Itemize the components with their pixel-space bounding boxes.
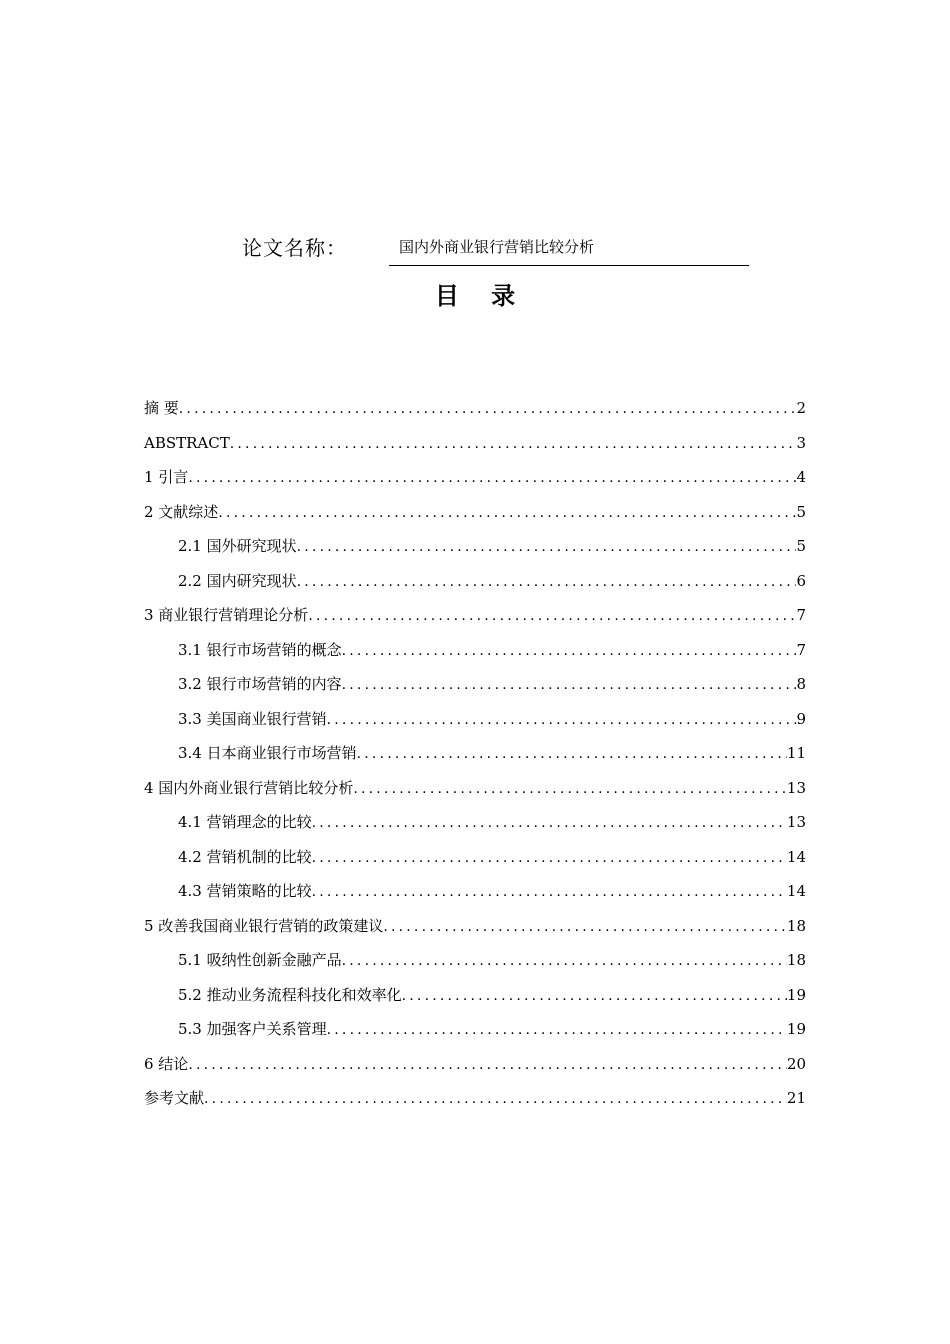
- toc-entry[interactable]: [144, 943, 806, 978]
- table-of-contents: [144, 391, 806, 1116]
- toc-dot-leader: [179, 392, 797, 427]
- toc-entry[interactable]: [144, 805, 806, 840]
- toc-entry[interactable]: [144, 771, 806, 806]
- toc-dot-leader: [312, 841, 787, 876]
- toc-entry-page-number: 19: [786, 1020, 806, 1038]
- toc-entry-title: 5.2 推动业务流程科技化和效率化: [178, 985, 402, 1004]
- toc-dot-leader: [383, 910, 787, 945]
- toc-entry-title: 2.2 国内研究现状: [178, 571, 297, 590]
- toc-entry-title: 5 改善我国商业银行营销的政策建议: [144, 916, 384, 935]
- toc-dot-leader: [342, 634, 797, 669]
- toc-entry[interactable]: [144, 391, 806, 426]
- toc-entry-page-number: 14: [786, 882, 806, 900]
- toc-entry-page-number: 20: [786, 1054, 806, 1073]
- toc-entry-title: 摘 要: [144, 399, 179, 417]
- toc-entry-title: 6 结论: [144, 1054, 189, 1073]
- toc-entry[interactable]: [144, 460, 806, 495]
- toc-dot-leader: [327, 703, 797, 738]
- toc-entry-page-number: 13: [786, 778, 806, 797]
- toc-entry-title: 参考文献: [144, 1089, 205, 1107]
- toc-dot-leader: [230, 427, 797, 462]
- toc-entry-title: 2.1 国外研究现状: [178, 537, 297, 555]
- toc-entry-page-number: 18: [786, 951, 806, 969]
- toc-entry-title: 4 国内外商业银行营销比较分析: [144, 778, 354, 797]
- toc-dot-leader: [342, 668, 797, 703]
- toc-entry-title: ABSTRACT: [144, 433, 230, 452]
- toc-dot-leader: [297, 565, 797, 600]
- toc-entry-page-number: 2: [796, 399, 806, 417]
- toc-entry-page-number: 19: [786, 985, 806, 1004]
- toc-entry-title: 2 文献综述: [144, 502, 219, 521]
- toc-entry[interactable]: [144, 909, 806, 944]
- thesis-title-row: [0, 230, 950, 266]
- toc-dot-leader: [402, 979, 787, 1014]
- toc-dot-leader: [327, 1013, 787, 1048]
- toc-entry[interactable]: [144, 564, 806, 599]
- toc-dot-leader: [357, 737, 787, 772]
- toc-entry-page-number: 8: [796, 675, 806, 693]
- toc-entry-title: 3.4 日本商业银行市场营销: [178, 744, 357, 762]
- toc-entry[interactable]: [144, 736, 806, 771]
- toc-entry-title: 1 引言: [144, 468, 189, 486]
- toc-entry[interactable]: [144, 1012, 806, 1047]
- toc-entry[interactable]: [144, 978, 806, 1013]
- toc-entry-title: 3.1 银行市场营销的概念: [178, 640, 342, 659]
- toc-dot-leader: [297, 530, 797, 565]
- toc-entry[interactable]: [144, 598, 806, 633]
- toc-entry[interactable]: [144, 1047, 806, 1082]
- toc-entry[interactable]: [144, 667, 806, 702]
- toc-dot-leader: [308, 599, 796, 634]
- toc-dot-leader: [218, 496, 796, 531]
- toc-entry[interactable]: [144, 633, 806, 668]
- thesis-title-value: 国内外商业银行营销比较分析: [399, 238, 595, 256]
- toc-entry-page-number: 7: [796, 606, 806, 624]
- toc-entry-title: 5.3 加强客户关系管理: [178, 1020, 327, 1038]
- toc-heading: 目 录: [434, 281, 528, 310]
- toc-entry-page-number: 18: [786, 916, 806, 935]
- toc-entry-title: 4.3 营销策略的比较: [178, 882, 312, 900]
- toc-entry[interactable]: [144, 874, 806, 909]
- toc-entry-page-number: 14: [786, 847, 806, 866]
- toc-dot-leader: [312, 806, 787, 841]
- toc-entry-page-number: 21: [786, 1089, 806, 1107]
- toc-entry-page-number: 11: [786, 744, 806, 762]
- toc-entry-title: 4.2 营销机制的比较: [178, 847, 312, 866]
- toc-dot-leader: [353, 772, 787, 807]
- toc-entry-page-number: 4: [796, 468, 806, 486]
- toc-entry-page-number: 3: [796, 433, 806, 452]
- toc-entry[interactable]: [144, 426, 806, 461]
- toc-dot-leader: [188, 1048, 787, 1083]
- toc-entry[interactable]: [144, 840, 806, 875]
- toc-entry-page-number: 5: [796, 502, 806, 521]
- toc-dot-leader: [188, 461, 796, 496]
- toc-entry-title: 4.1 营销理念的比较: [178, 813, 312, 831]
- toc-entry-title: 5.1 吸纳性创新金融产品: [178, 951, 342, 969]
- toc-entry-page-number: 13: [786, 813, 806, 831]
- toc-entry[interactable]: [144, 1081, 806, 1116]
- toc-entry[interactable]: [144, 529, 806, 564]
- toc-entry-title: 3 商业银行营销理论分析: [144, 606, 309, 624]
- toc-entry-page-number: 7: [796, 640, 806, 659]
- toc-entry-page-number: 6: [796, 571, 806, 590]
- thesis-title-label: 论文名称：: [242, 236, 347, 260]
- thesis-title-field: [389, 230, 749, 266]
- toc-dot-leader: [342, 944, 787, 979]
- toc-dot-leader: [204, 1082, 787, 1117]
- toc-dot-leader: [312, 875, 787, 910]
- toc-entry-title: 3.3 美国商业银行营销: [178, 709, 327, 728]
- toc-entry-title: 3.2 银行市场营销的内容: [178, 675, 342, 693]
- toc-entry-page-number: 5: [796, 537, 806, 555]
- toc-entry-page-number: 9: [796, 709, 806, 728]
- toc-entry[interactable]: [144, 702, 806, 737]
- toc-entry[interactable]: [144, 495, 806, 530]
